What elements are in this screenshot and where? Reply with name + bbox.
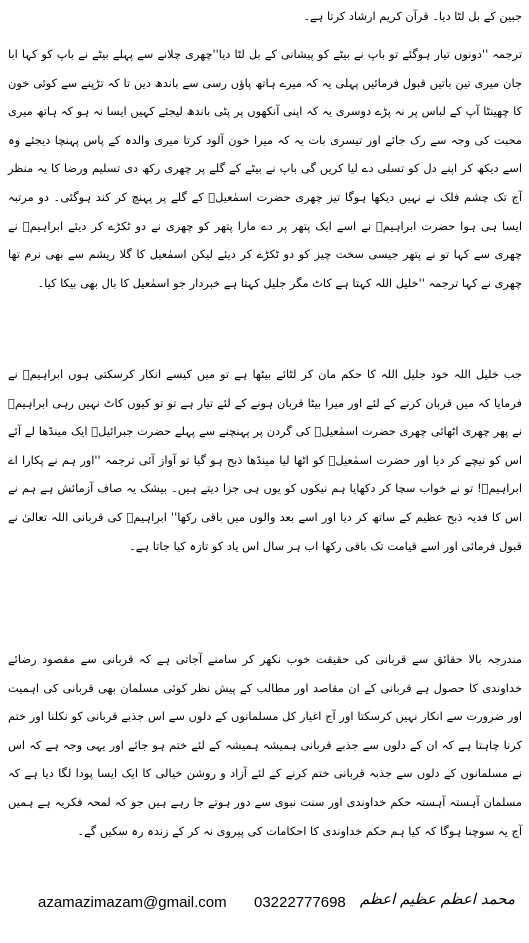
- author-name: محمد اعظم عظیم اعظم: [359, 890, 515, 908]
- author-email: azamazimazam@gmail.com: [38, 894, 227, 911]
- article-paragraph-3: جب خلیل اللہ خود جلیل اللہ کا حکم مان کر لٹائے بیٹھا ہے تو میں کیسے انکار کرسکتی ہوں ابراہیمؑ نے فرمایا کہ میں قربان کرنے کے لئے اور میرا بیٹا قربان ہونے کے لئے تیار ہے تو تو کیوں کاٹ نہیں رہی ابراہیمؑ نے پھر چھری اٹھائی چھری حضرت اسمٰعیلؑ کی گردن پر پہنچنے سے پہلے حضرت جبرائیلؑ ایک مینڈھا لے آئے اس کو نیچے کر دیا اور حضرت اسمٰعیلؑ کو اٹھا لیا مینڈھا ذبح ہو گیا تو آواز آئی ترجمہ ''اور ہم نے پکارا اے ابراہیمؑ! تو نے خواب سچا کر دکھایا ہم نیکوں کو یوں ہی جزا دیتے ہیں۔ بیشک یہ صاف آزمائش ہے ہم نے اس کا فدیہ ذبح عظیم کے ساتھ کر دیا اور اسے بعد والوں میں باقی رکھا'' ابراہیمؑ کی قربانی اللہ تعالیٰ نے قبول فرمائی اور اسے قیامت تک باقی رکھا اب ہر سال اس یاد کو تازہ کیا جاتا ہے۔: [8, 367, 522, 553]
- article-paragraph-4: مندرجہ بالا حقائق سے قربانی کی حقیقت خوب نکھر کر سامنے آجاتی ہے کہ قربانی سے مقصود رضائے خداوندی کا حصول ہے قربانی کے ان مقاصد اور مطالب کے پیش نظر کوئی مسلمان بھی قربانی کی اہمیت اور ضرورت سے انکار نہیں کرسکتا اور آج اغیار کل مسلمانوں کے دلوں سے اس جذبے قربانی کو نکلنا اور ختم کرنا چاہتا ہے کہ ان کے دلوں سے جذبے قربانی ہمیشہ ہمیشہ کے لئے ختم ہو جائے اور یہی وجہ ہے کہ اس نے مسلمانوں کے دلوں سے جذبہ قربانی ختم کرنے کے لئے آزاد و روشن خیالی کا ایک ایسا پودا لگا دیا ہے کہ مسلمان آہستہ آہستہ حکم خداوندی اور سنت نبوی سے دور ہوتے جا رہے ہیں جو کہ لمحہ فکریہ ہے ہمیں آج یہ سوچنا ہوگا کہ کیا ہم حکم خداوندی کا احکامات کی پیروی نہ کر کے زندہ رہ سکیں گے۔: [8, 652, 522, 838]
- article-paragraph-1: جبین کے بل لٹا دیا۔ قرآن کریم ارشاد کرتا ہے۔: [303, 9, 522, 23]
- author-phone: 03222777698: [254, 894, 346, 911]
- byline-footer: [0, 890, 529, 920]
- article-paragraph-2: ترجمہ ''دونوں تیار ہوگئے تو باپ نے بیٹے کو پیشانی کے بل لٹا دیا''چھری چلانے سے پہلے بیٹے نے باپ کو کہا ابا جان میری تین باتیں قبول فرمائیں پہلی یہ کہ میرے ہاتھ پاؤں رسی سے باندھ دیں تا کہ تڑپنے سے کوئی خون کا چھینٹا آپ کے لباس پر نہ پڑے دوسری یہ کہ اپنی آنکھوں پر پٹی باندھ لیجئے کہیں ایسا نہ ہو کہ ہاتھ میری محبت کی وجہ سے رک جائے اور تیسری بات یہ کہ میرا خون آلود کرتا میری والدہ کے پاس پہنچا دیجئے وہ اسے دیکھ کر اپنے دل کو تسلی دے لیا کریں گی باپ نے بیٹے کے گلے پر چھری رکھ دی تسلیم ورضا کا یہ منظر آج تک چشم فلک نے نہیں دیکھا ہوگا تیز چھری حضرت اسمٰعیلؑ کے گلے پر پہنچ کر کند ہوگئی۔ دو مرتبہ ایسا ہی ہوا حضرت ابراہیمؑ نے اسے ایک پتھر پر دے مارا پتھر کو چھری نے دو ٹکڑے کر دیئے ابراہیمؑ نے چھری سے کہا تو نے پتھر جیسی سخت چیز کو دو ٹکڑے کر دیئے لیکن اسمٰعیل کا گلا ریشم سے بھی نرم تھا چھری نے کہا ترجمہ ''خلیل اللہ کہتا ہے کاٹ مگر جلیل کہتا ہے خبردار جو اسمٰعیل کا بال بھی بیکا کیا۔: [8, 47, 522, 290]
